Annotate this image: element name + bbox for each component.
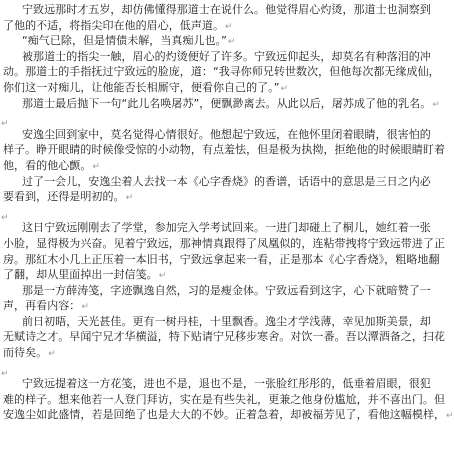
text-line	[0, 407, 454, 423]
text-line-content: 安逸尘如此盛情，若是回绝了也是大大的不妙。正着急着，却被福芳见了，看他这幅模样，	[3, 408, 445, 422]
text-line-content: 他，看的他心颤。	[3, 158, 92, 172]
text-line	[0, 2, 450, 18]
paragraph	[0, 283, 450, 314]
text-line-content: 你们这一对痴儿，让他能否长相厮守，便看你自己的了。”	[3, 80, 280, 94]
text-line-content: 过了一会儿，安逸尘着人去找一本《心字香烧》的香谱，话语中的意思是三日之内必	[22, 174, 431, 188]
paragraph-mark-icon: ↵	[227, 37, 236, 48]
text-line-content: 了翻，却从里面掉出一封信笺。	[3, 268, 158, 282]
text-line	[0, 314, 450, 330]
text-line-content: 这日宁致远刚刚去了学堂，参加完入学考试回来。一进门却碰上了桐儿，她红着一张	[22, 221, 431, 235]
text-line-content: 难的样子。想来他若一人登门拜访，实在是有些失礼，更兼之他身份尴尬，并不喜出门。但	[3, 392, 445, 406]
text-line	[0, 220, 450, 236]
text-line	[0, 174, 450, 190]
text-line	[0, 345, 450, 361]
text-line	[0, 158, 450, 174]
text-line	[0, 18, 450, 34]
text-line	[0, 80, 450, 96]
text-line-content: 无赋诗之才。早闻宁兄才华横溢，特下贴请宁兄移步寒舍。对饮一番。吾以潭酒备之，扫花	[3, 330, 445, 344]
text-line-content: 了他的不适，将指尖印在他的眉心，低声道。	[3, 18, 224, 32]
paragraph	[0, 96, 450, 112]
text-line-content: 那是一方薛涛笺，字迹飘逸自然，习的是瘦金体。宁致远看到这字，心下就暗赞了一	[22, 283, 431, 297]
paragraph-mark-icon: ↵	[1, 212, 9, 223]
text-line-content: 动。那道士的手指抚过宁致远的脸庞，道：“我寻你师兄转世数次，但他每次都无缘成仙，	[3, 65, 440, 79]
text-line	[0, 283, 450, 299]
blank-line	[0, 205, 450, 221]
text-line-content: 前日初晤，天光甚佳。更有一树丹桂，十里飘香。逸尘才学浅薄，幸见加斯美景，却	[22, 314, 431, 328]
blank-line	[0, 111, 450, 130]
paragraph	[0, 314, 450, 361]
text-line	[0, 49, 450, 65]
blank-line	[0, 361, 450, 377]
text-line-content: 宁致远提着这一方花笺，进也不是，退也不是，一张脸红彤彤的，低垂着眉眼，很犯	[22, 377, 431, 391]
paragraph-mark-icon: ↵	[432, 99, 440, 110]
paragraph-mark-icon: ↵	[125, 193, 134, 204]
paragraph	[0, 376, 454, 423]
text-line	[0, 267, 450, 283]
text-line	[0, 252, 450, 268]
paragraph-mark-icon: ↵	[48, 349, 56, 360]
paragraph	[0, 2, 450, 33]
text-line	[0, 376, 450, 392]
text-line-content: 小脸，显得极为兴奋。见着宁致远，那神情真跟得了凤凰似的，连粘带拽将宁致远带进了正	[3, 236, 445, 250]
text-line-content: 而待矣。	[3, 346, 48, 360]
paragraph	[0, 33, 450, 49]
text-line-content: 宁致远那时才五岁，却仿佛懂得那道士在说什么。他觉得眉心灼烫，那道士也洞察到	[22, 3, 431, 16]
text-line	[0, 329, 450, 345]
text-line-content: 样子。睁开眼睛的时候像受惊的小动物，有点羞怯，但是极为执拗，拒绝他的时候眼睛盯着	[3, 143, 445, 157]
text-line	[0, 127, 450, 143]
paragraph-mark-icon: ↵	[92, 161, 100, 172]
text-line	[0, 96, 450, 112]
text-line-content: 那道士最后抛下一句“此儿名唤屠苏”，便飘渺离去。从此以后，屠苏成了他的乳名。	[22, 96, 432, 110]
text-line-content: 声，再看内容：	[3, 299, 81, 313]
paragraph	[0, 49, 450, 96]
text-line	[0, 392, 450, 408]
text-line-content: 安逸尘回到家中，莫名觉得心情很好。他想起宁致远，在他怀里闭着眼睛，很害怕的	[22, 127, 431, 141]
paragraph-mark-icon: ↵	[81, 302, 89, 313]
text-line-content: 要看到，还得是明初的。	[3, 190, 125, 204]
text-line-content: 房。那紅木小几上正压着一本旧书，宁致远拿起来一看，正是那本《心字香烧》，粗略地翻	[3, 252, 440, 266]
paragraph-mark-icon: ↵	[1, 368, 9, 379]
paragraph-mark-icon: ↵	[158, 271, 167, 282]
paragraph-mark-icon: ↵	[280, 83, 289, 94]
text-line	[0, 189, 450, 205]
text-line	[0, 298, 450, 314]
paragraph	[0, 174, 450, 205]
text-line	[0, 64, 450, 80]
paragraph-mark-icon: ↵	[225, 21, 233, 32]
paragraph-mark-icon: ↵	[446, 411, 454, 422]
text-line-content: “痴气已除，但是情债未解，当真痴儿也。”	[22, 34, 227, 48]
paragraph	[0, 220, 450, 282]
text-line	[0, 142, 450, 158]
paragraph	[0, 127, 450, 174]
paragraph-mark-icon: ↵	[1, 119, 9, 130]
text-line	[0, 33, 450, 49]
text-line	[0, 236, 450, 252]
text-line-content: 被那道士的指尖一触，眉心的灼烫便好了许多。宁致远仰起头，却莫名有种落泪的冲	[22, 49, 431, 63]
